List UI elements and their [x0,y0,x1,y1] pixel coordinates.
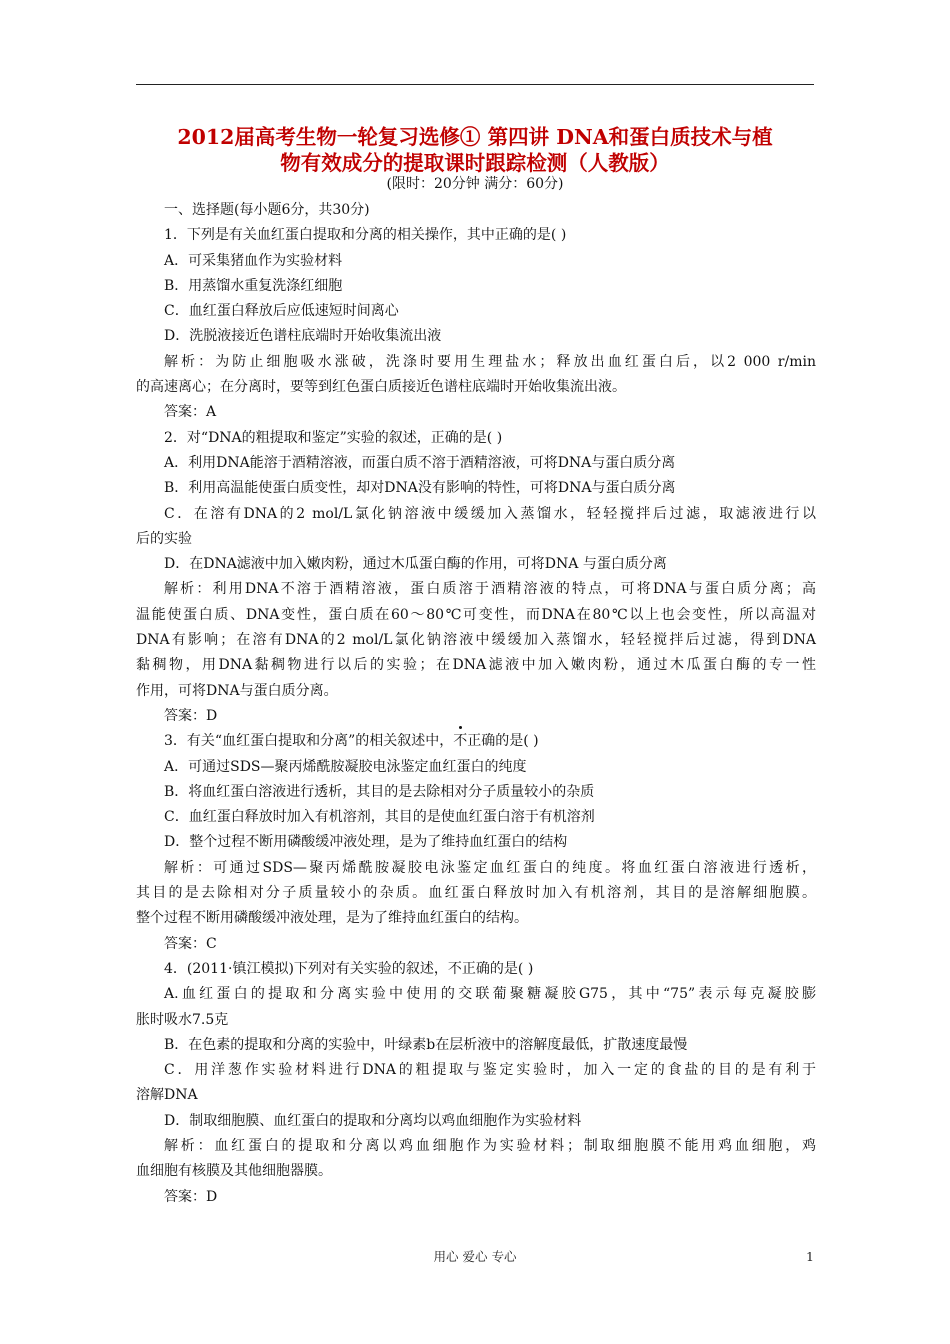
question-3-answer: 答案：C [164,935,217,952]
question-4-stem: 4．(2011·镇江模拟)下列对有关实验的叙述，不正确的是( ) [164,960,534,977]
question-2-explanation-line: DNA有影响；在溶有DNA的2 mol/L氯化钠溶液中缓缓加入蒸馏水，轻轻搅拌后过滤，得到DNA [136,632,816,649]
question-3-option-a: A．可通过SDS—聚丙烯酰胺凝胶电泳鉴定血红蛋白的纯度 [164,758,527,775]
question-2-explanation-line: 解析：利用DNA不溶于酒精溶液，蛋白质溶于酒精溶液的特点，可将DNA与蛋白质分离；高 [164,581,816,598]
question-1-option-b: B．用蒸馏水重复洗涤红细胞 [164,277,343,294]
question-3-stem-suffix: 正确的是( ) [467,733,539,750]
question-2-explanation-line: 作用，可将DNA与蛋白质分离。 [136,682,338,699]
question-2-option-a: A．利用DNA能溶于酒精溶液，而蛋白质不溶于酒精溶液，可将DNA与蛋白质分离 [164,454,676,471]
question-3-option-c: C．血红蛋白释放时加入有机溶剂，其目的是使血红蛋白溶于有机溶剂 [164,809,595,826]
question-1-option-d: D．洗脱液接近色谱柱底端时开始收集流出液 [164,328,442,345]
question-2-option-b: B．利用高温能使蛋白质变性，却对DNA没有影响的特性，可将DNA与蛋白质分离 [164,480,676,497]
question-3-explanation-line: 整个过程不断用磷酸缓冲液处理，是为了维持血红蛋白的结构。 [136,910,528,927]
document-title-line-2: 物有效成分的提取课时跟踪检测（人教版） [280,151,670,175]
question-2-option-d: D．在DNA滤液中加入嫩肉粉，通过木瓜蛋白酶的作用，可将DNA 与蛋白质分离 [164,556,667,573]
question-3-stem [136,729,816,754]
question-3-option-b: B．将血红蛋白溶液进行透析，其目的是去除相对分子质量较小的杂质 [164,783,595,800]
question-1-option-a: A．可采集猪血作为实验材料 [164,252,343,269]
question-4-explanation-line: 解析：血红蛋白的提取和分离以鸡血细胞作为实验材料；制取细胞膜不能用鸡血细胞，鸡 [164,1137,816,1154]
question-3-explanation-line: 解析：可通过SDS—聚丙烯酰胺凝胶电泳鉴定血红蛋白的纯度。将血红蛋白溶液进行透析， [164,859,816,876]
question-4-explanation-line: 血细胞有核膜及其他细胞器膜。 [136,1163,332,1180]
question-2-option-c-continued: 后的实验 [136,530,192,547]
question-4-answer: 答案：D [164,1188,218,1205]
question-4-option-b: B．在色素的提取和分离的实验中，叶绿素b在层析液中的溶解度最低，扩散速度最慢 [164,1036,688,1053]
question-4-option-a: A.血红蛋白的提取和分离实验中使用的交联葡聚糖凝胶G75，其中“75”表示每克凝胶膨 [164,986,816,1003]
question-1-stem: 1．下列是有关血红蛋白提取和分离的相关操作，其中正确的是( ) [164,227,567,244]
question-4-option-c: C．用洋葱作实验材料进行DNA的粗提取与鉴定实验时，加入一定的食盐的目的是有利于 [164,1062,816,1079]
question-2-answer: 答案：D [164,707,218,724]
section-heading: 一、选择题(每小题6分，共30分) [164,202,370,218]
page-number: 1 [806,1249,814,1264]
document-title-line-1: 2012届高考生物一轮复习选修① 第四讲 DNA和蛋白质技术与植 [177,125,773,149]
emphasis-dot-char: 不 [453,729,467,754]
document-body [136,198,816,1210]
question-3-option-d: D．整个过程不断用磷酸缓冲液处理，是为了维持血红蛋白的结构 [164,834,568,851]
question-4-option-c-continued: 溶解DNA [136,1087,198,1104]
question-1-explanation-line: 的高速离心；在分离时，要等到红色蛋白质接近色谱柱底端时开始收集流出液。 [136,379,626,396]
question-2-explanation-line: 温能使蛋白质、DNA变性，蛋白质在60～80℃可变性，而DNA在80℃以上也会变性，所以高温对 [136,606,816,623]
question-2-stem: 2．对“DNA的粗提取和鉴定”实验的叙述，正确的是( ) [164,429,503,446]
header-rule [136,84,814,85]
question-3-stem-prefix: 3．有关“血红蛋白提取和分离”的相关叙述中， [164,733,454,750]
footer-motto: 用心 爱心 专心 [433,1249,517,1264]
question-2-explanation-line: 黏稠物，用DNA黏稠物进行以后的实验；在DNA滤液中加入嫩肉粉，通过木瓜蛋白酶的专一性 [136,657,816,674]
question-3-explanation-line: 其目的是去除相对分子质量较小的杂质。血红蛋白释放时加入有机溶剂，其目的是溶解细胞膜。 [136,885,816,902]
time-score-limits: (限时：20分钟 满分：60分) [386,176,564,192]
question-4-option-d: D．制取细胞膜、血红蛋白的提取和分离均以鸡血细胞作为实验材料 [164,1112,582,1129]
question-1-answer: 答案：A [164,404,217,421]
question-2-option-c: C．在溶有DNA的2 mol/L氯化钠溶液中缓缓加入蒸馏水，轻轻搅拌后过滤，取滤液进行以 [164,505,816,522]
question-1-option-c: C．血红蛋白释放后应低速短时间离心 [164,303,399,320]
question-1-explanation-line: 解析：为防止细胞吸水涨破，洗涤时要用生理盐水；释放出血红蛋白后，以2 000 r/min [164,353,816,370]
question-4-option-a-continued: 胀时吸水7.5克 [136,1011,229,1028]
